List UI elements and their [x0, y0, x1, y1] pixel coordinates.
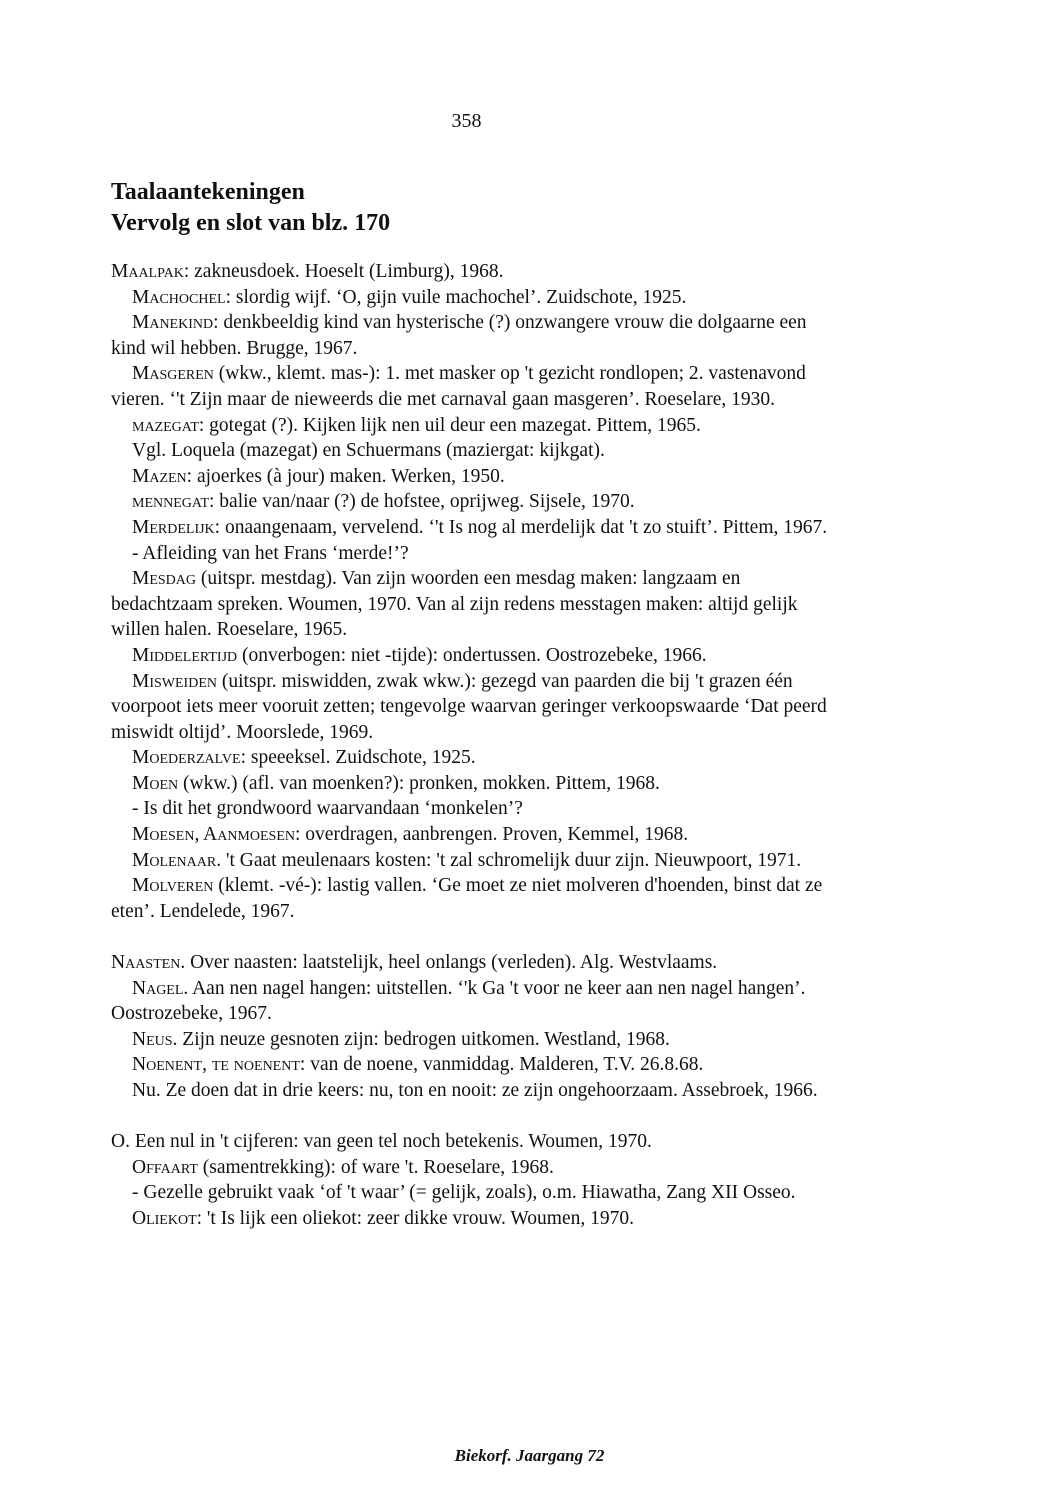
- entry-keyword: Moen: [132, 772, 179, 794]
- entry-definition: : speeeksel. Zuidschote, 1925.: [240, 747, 476, 769]
- entry-definition: : onaangenaam, vervelend. ‘'t Is nog al merdelijk dat 't zo stuift’. Pittem, 1967.: [214, 516, 828, 538]
- dictionary-section: [111, 950, 831, 1104]
- article-body: [111, 259, 831, 1232]
- dictionary-entry: [111, 1052, 831, 1078]
- dictionary-entry: [111, 361, 831, 412]
- dictionary-entry: [111, 796, 831, 822]
- entry-definition: O. Een nul in 't cijferen: van geen tel noch betekenis. Woumen, 1970.: [111, 1131, 652, 1153]
- entry-keyword: Noenent, te noenent: [132, 1054, 300, 1076]
- dictionary-entry: [111, 566, 831, 643]
- entry-keyword: Manekind: [132, 312, 214, 334]
- dictionary-entry: [111, 1206, 831, 1232]
- entry-keyword: Maalpak: [111, 261, 184, 282]
- entry-keyword: Mesdag: [132, 568, 197, 590]
- dictionary-entry: [111, 771, 831, 797]
- entry-definition: (onverbogen: niet -tijde): ondertussen. Oostrozebeke, 1966.: [237, 644, 707, 666]
- dictionary-entry: [111, 822, 831, 848]
- dictionary-entry: [111, 438, 831, 464]
- entry-keyword: Molveren: [132, 875, 214, 897]
- entry-keyword: Nagel: [132, 977, 184, 999]
- entry-definition: - Is dit het grondwoord waarvandaan ‘monkelen’?: [132, 798, 523, 820]
- journal-footer: Biekorf. Jaargang 72: [454, 1446, 605, 1465]
- entry-definition: - Afleiding van het Frans ‘merde!’?: [132, 542, 409, 564]
- entry-keyword: mazegat: [132, 414, 199, 436]
- dictionary-entry: [111, 489, 831, 515]
- dictionary-entry: [111, 285, 831, 311]
- entry-keyword: mennegat: [132, 491, 209, 513]
- entry-definition: : 't Is lijk een oliekot: zeer dikke vrouw. Woumen, 1970.: [196, 1207, 634, 1229]
- entry-keyword: Naasten: [111, 952, 181, 974]
- entry-definition: : zakneusdoek. Hoeselt (Limburg), 1968.: [183, 261, 504, 282]
- entry-definition: (uitspr. mestdag). Van zijn woorden een mesdag maken: langzaam en bedachtzaam spreken. Woumen, 1970. Van al zijn redens messtagen maken: altijd gelijk willen halen. Roeselare, 1965.: [111, 568, 798, 641]
- entry-definition: : slordig wijf. ‘O, gijn vuile machochel’. Zuidschote, 1925.: [225, 286, 687, 308]
- entry-keyword: Machochel: [132, 286, 226, 308]
- dictionary-entry: [111, 259, 831, 285]
- entry-keyword: Neus: [132, 1028, 173, 1050]
- entry-keyword: Molenaar: [132, 849, 217, 871]
- entry-definition: . 't Gaat meulenaars kosten: 't zal schromelijk duur zijn. Nieuwpoort, 1971.: [216, 849, 802, 871]
- entry-definition: (wkw., klemt. mas-): 1. met masker op 't gezicht rondlopen; 2. vastenavond vieren. ‘'t Zijn maar de nieweerds die met carnaval gaan masgeren’. Roeselare, 1930.: [111, 363, 806, 410]
- entry-keyword: Masgeren: [132, 363, 214, 385]
- dictionary-entry: [111, 310, 831, 361]
- dictionary-entry: [111, 1180, 831, 1206]
- entry-definition: : gotegat (?). Kijken lijk nen uil deur een mazegat. Pittem, 1965.: [198, 414, 701, 436]
- entry-definition: (klemt. -vé-): lastig vallen. ‘Ge moet ze niet molveren d'hoenden, binst dat ze eten’. Lendelede, 1967.: [111, 875, 823, 922]
- entry-definition: (samentrekking): of ware 't. Roeselare, 1968.: [197, 1156, 554, 1178]
- dictionary-entry: [111, 413, 831, 439]
- entry-definition: - Gezelle gebruikt vaak ‘of 't waar’ (= gelijk, zoals), o.m. Hiawatha, Zang XII Osseo.: [132, 1182, 796, 1204]
- entry-definition: . Zijn neuze gesnoten zijn: bedrogen uitkomen. Westland, 1968.: [172, 1028, 670, 1050]
- dictionary-entry: [111, 1155, 831, 1181]
- title-line-1: Taalaantekeningen: [111, 179, 305, 205]
- entry-definition: . Aan nen nagel hangen: uitstellen. ‘'k Ga 't voor ne keer aan nen nagel hangen’. Oostrozebeke, 1967.: [111, 977, 806, 1025]
- dictionary-entry: [111, 976, 831, 1027]
- page-number: 358: [451, 110, 482, 132]
- entry-definition: : van de noene, vanmiddag. Malderen, T.V. 26.8.68.: [299, 1054, 704, 1076]
- entry-keyword: Misweiden: [132, 670, 217, 692]
- entry-keyword: Moesen, Aanmoesen: [132, 824, 295, 846]
- page-title: [111, 177, 831, 239]
- dictionary-entry: [111, 745, 831, 771]
- entry-definition: (wkw.) (afl. van moenken?): pronken, mokken. Pittem, 1968.: [178, 772, 660, 794]
- entry-keyword: Moederzalve: [132, 747, 241, 769]
- entry-definition: Nu. Ze doen dat in drie keers: nu, ton en nooit: ze zijn ongehoorzaam. Assebroek, 1966.: [132, 1080, 818, 1101]
- entry-keyword: Oliekot: [132, 1207, 197, 1229]
- entry-definition: : ajoerkes (à jour) maken. Werken, 1950.: [186, 465, 505, 487]
- dictionary-entry: [111, 643, 831, 669]
- title-line-2: Vervolg en slot van blz. 170: [111, 210, 391, 236]
- dictionary-entry: [111, 950, 831, 976]
- dictionary-entry: [111, 669, 831, 746]
- entry-keyword: Mazen: [132, 465, 187, 487]
- entry-definition: Vgl. Loquela (mazegat) en Schuermans (maziergat: kijkgat).: [132, 440, 605, 462]
- dictionary-entry: [111, 541, 831, 567]
- entry-definition: : overdragen, aanbrengen. Proven, Kemmel, 1968.: [295, 824, 689, 846]
- entry-definition: : denkbeeldig kind van hysterische (?) onzwangere vrouw die dolgaarne een kind wil hebben. Brugge, 1967.: [111, 312, 807, 359]
- entry-definition: (uitspr. miswidden, zwak wkw.): gezegd van paarden die bij 't grazen één voorpoot iets meer vooruit zetten; tengevolge waarvan geringer verkoopswaarde ‘Dat peerd miswidt oltijd’. Moorslede, 1969.: [111, 670, 827, 743]
- dictionary-section: [111, 259, 831, 924]
- dictionary-section: [111, 1129, 831, 1231]
- entry-keyword: Merdelijk: [132, 516, 215, 538]
- entry-definition: : balie van/naar (?) de hofstee, oprijweg. Sijsele, 1970.: [209, 491, 635, 513]
- dictionary-entry: [111, 1129, 831, 1155]
- dictionary-entry: [111, 1027, 831, 1053]
- dictionary-entry: [111, 515, 831, 541]
- dictionary-entry: [111, 1078, 831, 1104]
- dictionary-entry: [111, 848, 831, 874]
- dictionary-entry: [111, 873, 831, 924]
- entry-keyword: Offaart: [132, 1156, 198, 1178]
- entry-definition: . Over naasten: laatstelijk, heel onlangs (verleden). Alg. Westvlaams.: [180, 952, 718, 974]
- entry-keyword: Middelertijd: [132, 644, 238, 666]
- dictionary-entry: [111, 464, 831, 490]
